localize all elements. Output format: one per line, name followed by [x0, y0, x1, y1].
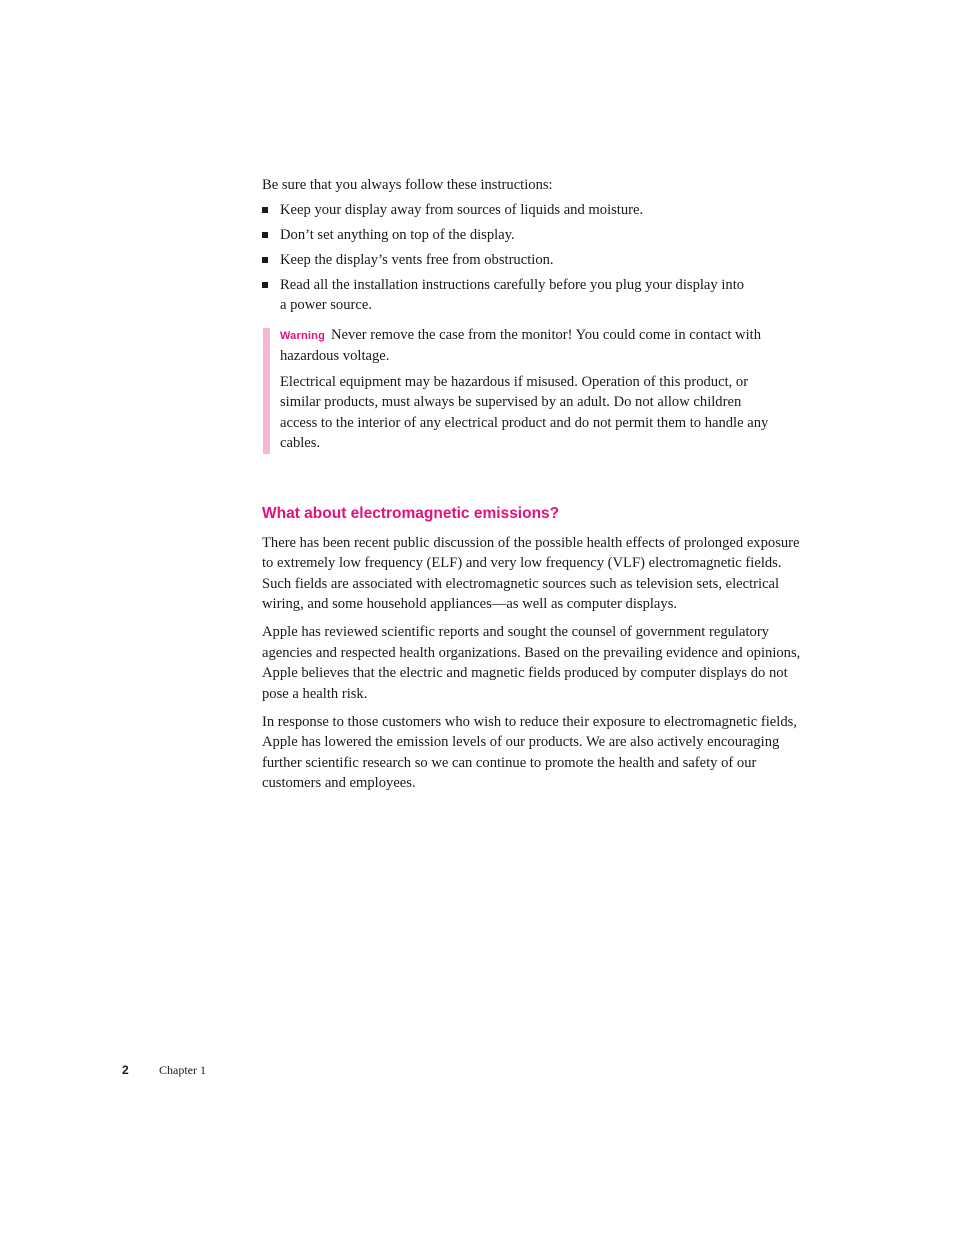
body-paragraph: In response to those customers who wish to reduce their exposure to electromagnetic fields, Apple has lowered the emission levels of our products. We are also actively encouraging further scientific research so we can continue to promote the health and safety of our customers and employees. — [262, 713, 797, 791]
page-number: 2 — [122, 1063, 129, 1077]
body-paragraph: There has been recent public discussion of the possible health effects of prolonged exposure to extremely low frequency (ELF) and very low frequency (VLF) electromagnetic fields. Such fields are associated with electromagnetic sources such as television sets, electrical wiring, and some household appliances—as well as computer displays. — [262, 534, 800, 612]
list-item-text: Keep the display’s vents free from obstruction. — [280, 251, 554, 268]
square-bullet-icon — [262, 232, 268, 238]
warning-statement — [280, 325, 780, 367]
instruction-list — [262, 200, 807, 316]
section-heading: What about electromagnetic emissions? — [262, 504, 560, 522]
square-bullet-icon — [262, 207, 268, 213]
square-bullet-icon — [262, 257, 268, 263]
list-item — [262, 250, 752, 271]
warning-text: Never remove the case from the monitor! You could come in contact with hazardous voltage. — [280, 326, 761, 364]
list-item — [262, 200, 752, 221]
list-item-text: Read all the installation instructions carefully before you plug your display into a power source. — [280, 276, 745, 313]
warning-label: Warning — [280, 329, 325, 342]
warning-bar — [263, 328, 270, 454]
list-item-text: Don’t set anything on top of the display. — [280, 226, 515, 243]
list-item — [262, 225, 752, 246]
square-bullet-icon — [262, 282, 268, 288]
warning-paragraph: Electrical equipment may be hazardous if misused. Operation of this product, or similar products, must always be supervised by an adult. Do not allow children access to the interior of any electrical product and do not permit them to handle any cables. — [280, 373, 769, 451]
body-paragraph: Apple has reviewed scientific reports and sought the counsel of government regulatory agencies and respected health organizations. Based on the prevailing evidence and opinions, Apple believes that the electric and magnetic fields produced by computer displays do not pose a health risk. — [262, 624, 801, 702]
warning-callout — [262, 325, 780, 454]
chapter-label: Chapter 1 — [159, 1063, 206, 1077]
intro-text: Be sure that you always follow these instructions: — [262, 177, 553, 193]
list-item — [262, 275, 752, 316]
page-content — [262, 175, 807, 801]
page-footer — [122, 1062, 206, 1078]
list-item-text: Keep your display away from sources of liquids and moisture. — [280, 201, 644, 218]
